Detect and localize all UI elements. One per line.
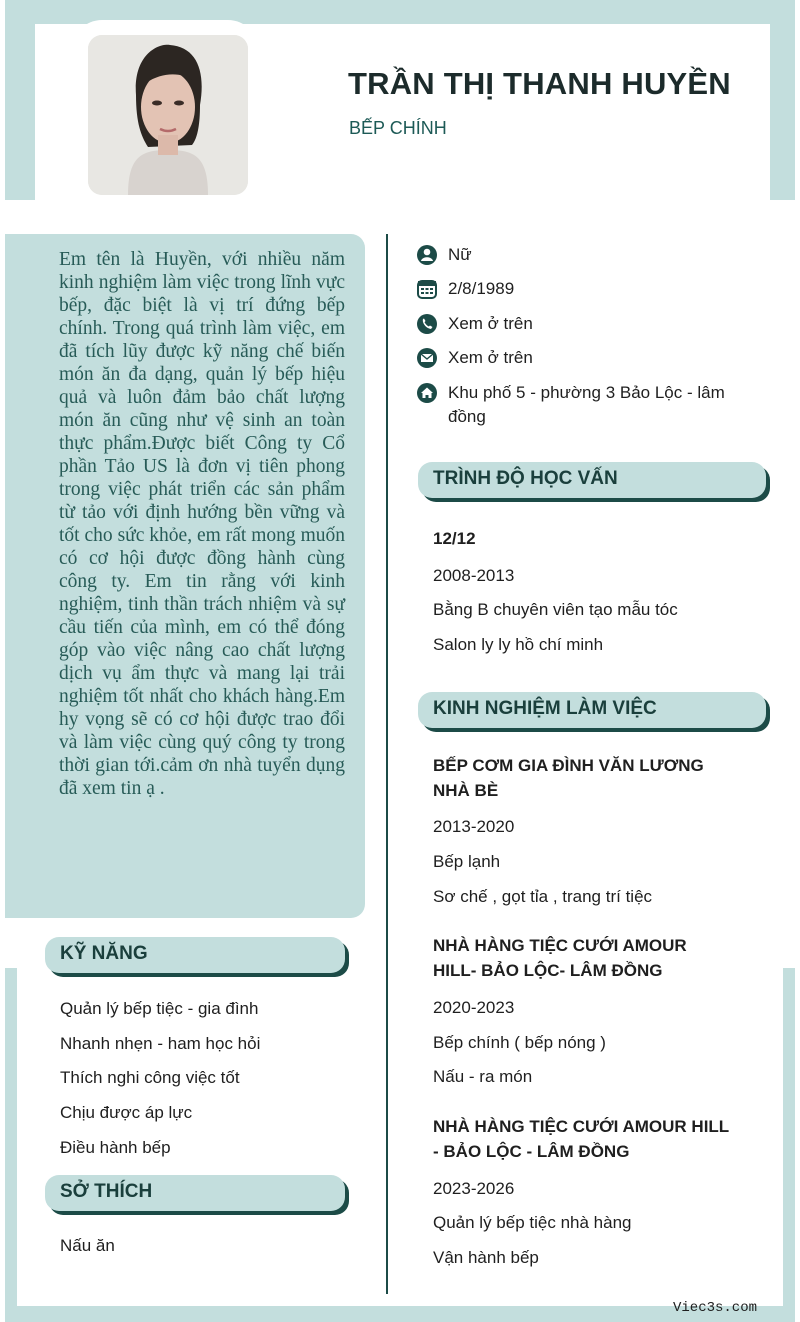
education-years: 2008-2013 <box>433 566 515 585</box>
avatar <box>88 35 248 195</box>
hobbies-heading: SỞ THÍCH <box>45 1175 345 1211</box>
job-role: Quản lý bếp tiệc nhà hàng <box>433 1213 632 1232</box>
job-years: 2020-2023 <box>433 998 515 1017</box>
skill-item: Chịu được áp lực <box>60 1103 193 1122</box>
phone-icon <box>416 313 438 335</box>
footer-brand: Viec3s.com <box>673 1300 758 1316</box>
job-description: Nấu - ra món <box>433 1067 533 1086</box>
contact-phone <box>416 312 736 336</box>
email-value: Xem ở trên <box>448 348 533 367</box>
job-company: BẾP CƠM GIA ĐÌNH VĂN LƯƠNG NHÀ BÈ <box>433 756 704 800</box>
education-heading: TRÌNH ĐỘ HỌC VẤN <box>418 462 766 498</box>
contact-address <box>416 381 736 429</box>
candidate-name: TRẦN THỊ THANH HUYỀN <box>348 66 731 101</box>
user-icon <box>416 244 438 266</box>
skill-item: Điều hành bếp <box>60 1138 171 1157</box>
mail-icon <box>416 347 438 369</box>
job-company: NHÀ HÀNG TIỆC CƯỚI AMOUR HILL - BẢO LỘC - LÂM ĐỒNG <box>433 1117 729 1161</box>
job-role: Bếp chính ( bếp nóng ) <box>433 1033 606 1052</box>
skills-heading: KỸ NĂNG <box>45 937 345 973</box>
experience-heading: KINH NGHIỆM LÀM VIỆC <box>418 692 766 728</box>
job-description: Vận hành bếp <box>433 1248 539 1267</box>
summary-text: Em tên là Huyền, với nhiều năm kinh nghiệm làm việc trong lĩnh vực bếp, đặc biệt là vị trí đứng bếp chính. Trong quá trình làm việc, em đã tích lũy được kỹ năng chế biến món ăn đa dạng, quản lý bếp hiệu quả và luôn đảm bảo chất lượng món ăn cũng như vệ sinh an toàn thực phẩm.Được biết Công ty Cổ phần Tảo US là đơn vị tiên phong trong việc phát triển các sản phẩm từ tảo với định hướng bền vững và tốt cho sức khỏe, em rất mong muốn có cơ hội được đồng hành cùng công ty. Em tin rằng với kinh nghiệm, tinh thần trách nhiệm và sự cầu tiến của mình, em có thể đóng góp vào việc nâng cao chất lượng dịch vụ ẩm thực và mang lại trải nghiệm tốt nhất cho khách hàng.Em hy vọng sẽ có cơ hội được trao đổi và làm việc cùng quý công ty trong thời gian tới.cảm ơn nhà tuyển dụng đã xem tin ạ . <box>59 249 345 799</box>
education-degree: Bằng B chuyên viên tạo mẫu tóc <box>433 600 678 619</box>
dob-value: 2/8/1989 <box>448 279 515 298</box>
hobby-item: Nấu ăn <box>60 1236 115 1255</box>
calendar-icon <box>416 278 438 300</box>
contact-gender <box>416 243 736 267</box>
contact-dob <box>416 277 736 301</box>
column-divider <box>386 234 388 1294</box>
job-years: 2023-2026 <box>433 1179 515 1198</box>
job-role: Bếp lạnh <box>433 852 501 871</box>
education-level: 12/12 <box>433 529 476 548</box>
job-description: Sơ chế , gọt tỉa , trang trí tiệc <box>433 887 653 906</box>
phone-value: Xem ở trên <box>448 314 533 333</box>
home-icon <box>416 382 438 404</box>
address-value: Khu phố 5 - phường 3 Bảo Lộc - lâm đồng <box>448 383 725 426</box>
education-school: Salon ly ly hồ chí minh <box>433 635 604 654</box>
contact-email <box>416 346 736 370</box>
job-company: NHÀ HÀNG TIỆC CƯỚI AMOUR HILL- BẢO LỘC- LÂM ĐỒNG <box>433 936 687 980</box>
gender-value: Nữ <box>448 245 472 264</box>
skill-item: Quản lý bếp tiệc - gia đình <box>60 999 259 1018</box>
job-title: BẾP CHÍNH <box>349 118 447 138</box>
skill-item: Nhanh nhẹn - ham học hỏi <box>60 1034 261 1053</box>
job-years: 2013-2020 <box>433 817 515 836</box>
skill-item: Thích nghi công việc tốt <box>60 1068 240 1087</box>
